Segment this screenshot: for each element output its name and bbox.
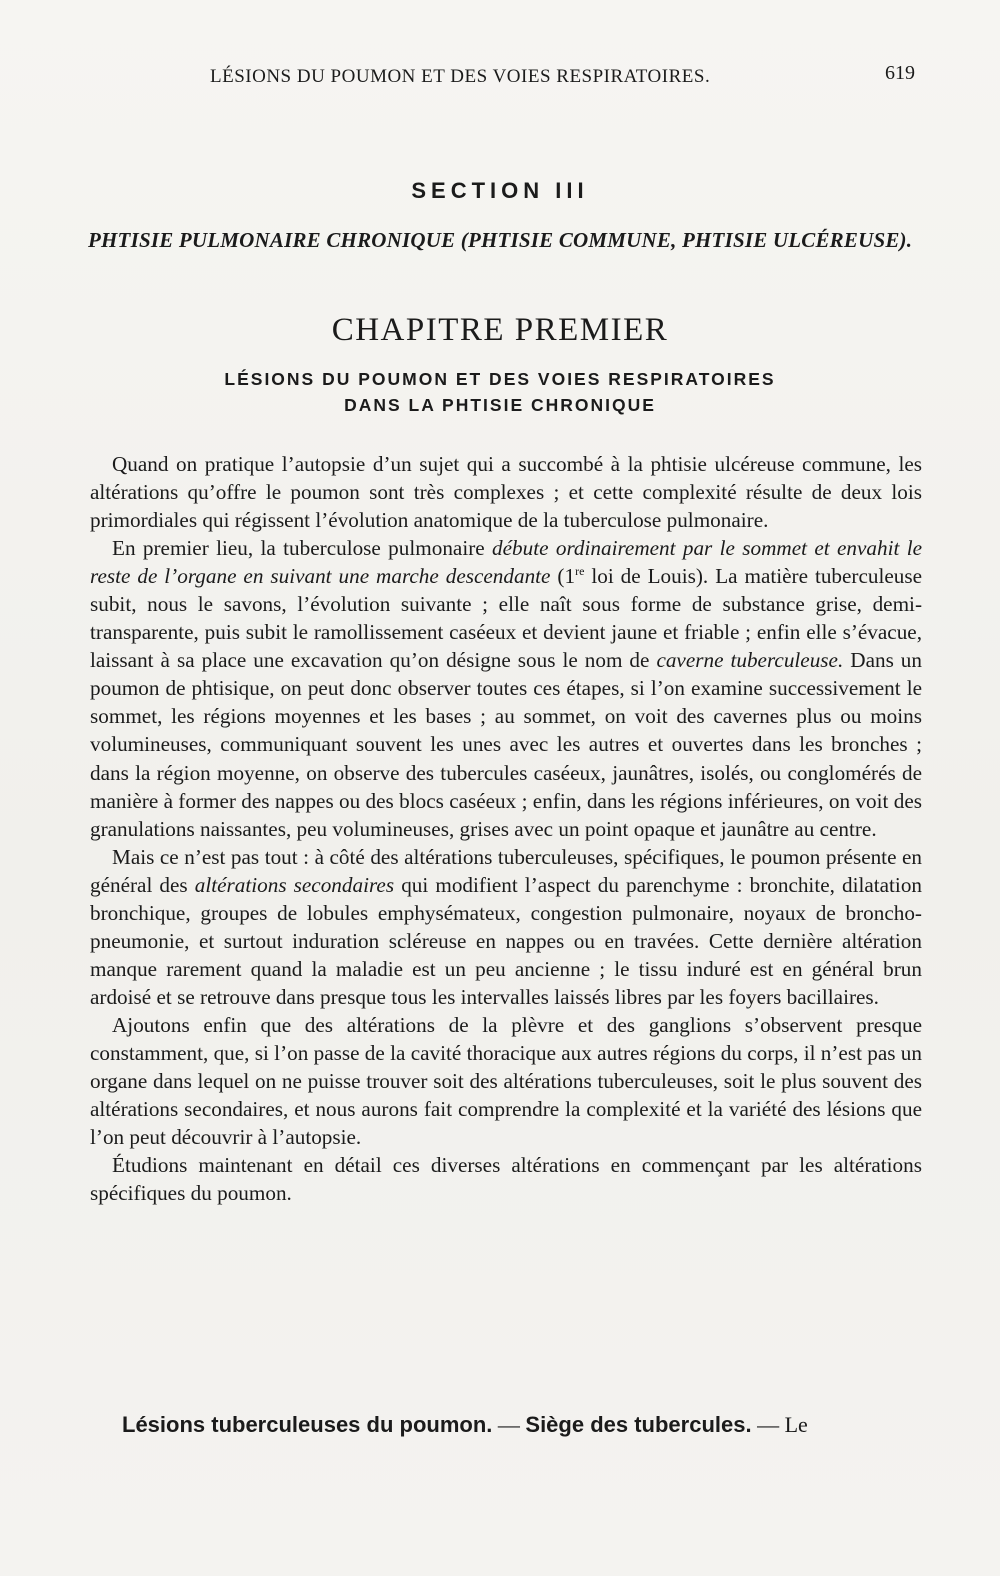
paragraph-2-paren-rest: loi de Louis). <box>584 564 709 589</box>
paragraph-2 <box>90 534 922 843</box>
paragraph-1-text: Quand on pratique l’autopsie d’un sujet qui a succombé à la phtisie ulcéreuse commune, les altérations qu’offre le poumon sont très complexes ; et cette complexité résulte de deux lois primordiales qui régissent l’évolution anatomique de la tuberculose pulmonaire. <box>90 452 922 533</box>
paragraph-2-superscript: re <box>575 564 585 579</box>
paragraph-4-text: Ajoutons enfin que des altérations de la plèvre et des ganglions s’observent presque constamment, que, si l’on passe de la cavité thoracique aux autres régions du corps, il n’est pas un organe dans lequel on ne puisse trouver soit des altérations tuberculeuses, soit le plus souvent des altérations secondaires, et nous aurons fait comprendre la complexité et la variété des lésions que l’on peut découvrir à l’autopsie. <box>90 1012 922 1150</box>
paragraph-2-middle: La matière tuberculeuse subit, nous le savons, l’évolution suivante ; elle naît sous forme de substance grise, demi-transparente, puis subit le ramollissement caséeux et devient jaune et friable ; enfin elle s’évacue, laissant à sa place une excavation qu’on désigne sous le nom de <box>90 564 923 673</box>
paragraph-2-emphasis-1: débute ordinairement par le sommet et envahit le reste de l’organe en suivant une marche descendante <box>90 536 923 589</box>
subsection-subtitle: Siège des tubercules. <box>525 1412 752 1437</box>
running-title: LÉSIONS DU POUMON ET DES VOIES RESPIRATOIRES. <box>210 66 711 87</box>
paragraph-3-start: Mais ce n’est pas tout : à côté des altérations tuberculeuses, spécifiques, le poumon présente en général des <box>90 844 922 897</box>
page-header <box>0 60 1000 96</box>
paragraph-2-end: Dans un poumon de phtisique, on peut donc observer toutes ces étapes, si l’on examine successivement le sommet, les régions moyennes et les bases ; au sommet, on voit des cavernes plus ou moins volumineuses, communiquant souvent les unes avec les autres et ouvertes dans les bronches ; dans la région moyenne, on observe des tubercules caséeux, jaunâtres, isolés, ou conglomérés de manière à former des nappes ou des blocs caséeux ; enfin, dans les régions inférieures, on voit des granulations naissantes, peu volumineuses, grises avec un point opaque et jaunâtre au centre. <box>90 648 922 841</box>
subsection-continuation: — Le <box>751 1412 808 1437</box>
paragraph-5-text: Étudions maintenant en détail ces diverses altérations en commençant par les altérations spécifiques du poumon. <box>90 1153 922 1206</box>
chapter-subtitle-line-2: DANS LA PHTISIE CHRONIQUE <box>344 395 656 415</box>
paragraph-3-emphasis: altérations secondaires <box>194 872 395 897</box>
chapter-subtitle-line-1: LÉSIONS DU POUMON ET DES VOIES RESPIRATOIRES <box>224 369 776 389</box>
body-text <box>90 450 922 1207</box>
page-number: 619 <box>885 62 915 84</box>
paragraph-2-start: En premier lieu, la tuberculose pulmonaire <box>112 536 485 561</box>
paragraph-4 <box>90 1011 922 1151</box>
subsection-dash-1: — <box>492 1412 526 1437</box>
paragraph-2-emphasis-2: caverne tuberculeuse. <box>656 648 844 673</box>
paragraph-3-end: qui modifient l’aspect du parenchyme : bronchite, dilatation bronchique, groupes de lobules emphysémateux, congestion pulmonaire, noyaux de broncho-pneumonie, et surtout induration scléreuse en nappes ou en travées. Cette dernière altération manque rarement quand la maladie est un peu ancienne ; le tissu induré est en général brun ardoisé et se retrouve dans presque tous les intervalles laissés libres par les foyers bacillaires. <box>90 872 923 1009</box>
paragraph-3 <box>90 843 922 1011</box>
section-heading: SECTION III <box>411 178 589 203</box>
chapter-subtitle <box>0 366 1000 418</box>
paragraph-2-paren-open: (1 <box>557 564 576 589</box>
section-subtitle: PHTISIE PULMONAIRE CHRONIQUE (PHTISIE COMMUNE, PHTISIE ULCÉREUSE). <box>88 228 913 252</box>
paragraph-5 <box>90 1151 922 1207</box>
subsection-title: Lésions tuberculeuses du poumon. <box>122 1412 493 1437</box>
subsection-heading <box>122 1412 932 1438</box>
chapter-title: CHAPITRE PREMIER <box>331 312 669 348</box>
paragraph-1 <box>90 450 922 534</box>
